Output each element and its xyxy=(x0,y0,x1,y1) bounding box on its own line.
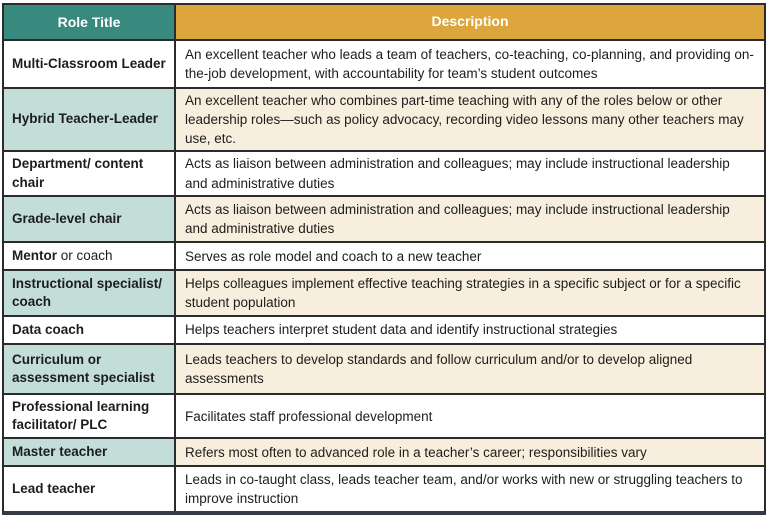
description-text: Leads in co-taught class, leads teacher team, and/or works with new or struggling teachers to improve instruction xyxy=(185,472,743,507)
table-row xyxy=(4,315,764,343)
description-text: Acts as liaison between administration and colleagues; may include instructional leadership and administrative duties xyxy=(185,202,730,237)
role-cell xyxy=(4,317,176,343)
table-header-row xyxy=(4,5,764,39)
description-cell xyxy=(176,197,764,241)
role-cell xyxy=(4,152,176,196)
table-row xyxy=(4,437,764,465)
description-text: An excellent teacher who combines part-time teaching with any of the roles below or other leadership roles—such as policy advocacy, recording video lessons many other teachers may use, etc. xyxy=(185,92,744,146)
column-header-description: Description xyxy=(176,5,764,39)
description-cell xyxy=(176,243,764,269)
role-title-text: Mentor xyxy=(12,248,57,264)
role-title-text: Master teacher xyxy=(12,444,108,460)
role-cell xyxy=(4,439,176,465)
role-title-text: Professional learning facilitator/ PLC xyxy=(12,398,150,433)
description-cell xyxy=(176,467,764,511)
table-row xyxy=(4,241,764,269)
table-row xyxy=(4,195,764,241)
description-cell xyxy=(176,41,764,87)
role-cell xyxy=(4,271,176,315)
description-text: Helps colleagues implement effective teaching strategies in a specific subject or for a specific student population xyxy=(185,275,741,311)
description-cell xyxy=(176,395,764,437)
table-row xyxy=(4,87,764,150)
description-cell xyxy=(176,89,764,150)
role-title-text: Grade-level chair xyxy=(12,211,122,227)
description-text: Leads teachers to develop standards and follow curriculum and/or to develop aligned assessments xyxy=(185,351,693,387)
column-header-role-title: Role Title xyxy=(4,5,176,39)
role-cell xyxy=(4,89,176,150)
description-cell xyxy=(176,152,764,196)
table-row xyxy=(4,465,764,511)
table-row xyxy=(4,393,764,437)
role-title-text: Hybrid Teacher-Leader xyxy=(12,111,159,127)
roles-table xyxy=(2,3,766,515)
table-row xyxy=(4,343,764,393)
description-text: Helps teachers interpret student data and identify instructional strategies xyxy=(185,322,618,338)
role-title-text: Department/ content chair xyxy=(12,156,144,190)
description-cell xyxy=(176,317,764,343)
description-text: An excellent teacher who leads a team of teachers, co-teaching, co-planning, and providing on-the-job development, with accountability for team’s student outcomes xyxy=(185,46,754,81)
role-title-text: Lead teacher xyxy=(12,481,96,497)
table-row xyxy=(4,39,764,87)
role-cell xyxy=(4,41,176,87)
description-text: Refers most often to advanced role in a teacher’s career; responsibilities vary xyxy=(185,444,647,460)
description-cell xyxy=(176,271,764,315)
description-cell xyxy=(176,345,764,393)
role-cell xyxy=(4,345,176,393)
role-title-text: Data coach xyxy=(12,321,85,337)
description-text: Facilitates staff professional development xyxy=(185,408,433,424)
role-title-text: Instructional specialist/ coach xyxy=(12,275,163,310)
table-row xyxy=(4,269,764,315)
role-cell xyxy=(4,197,176,241)
description-text: Acts as liaison between administration and colleagues; may include instructional leadership and administrative duties xyxy=(185,156,730,191)
role-cell xyxy=(4,243,176,269)
table-row xyxy=(4,150,764,196)
role-cell xyxy=(4,395,176,437)
role-cell xyxy=(4,467,176,511)
role-title-suffix: or coach xyxy=(57,248,113,264)
role-title-text: Curriculum or assessment specialist xyxy=(12,351,155,386)
description-text: Serves as role model and coach to a new teacher xyxy=(185,248,482,264)
description-cell xyxy=(176,439,764,465)
role-title-text: Multi-Classroom Leader xyxy=(12,55,166,71)
